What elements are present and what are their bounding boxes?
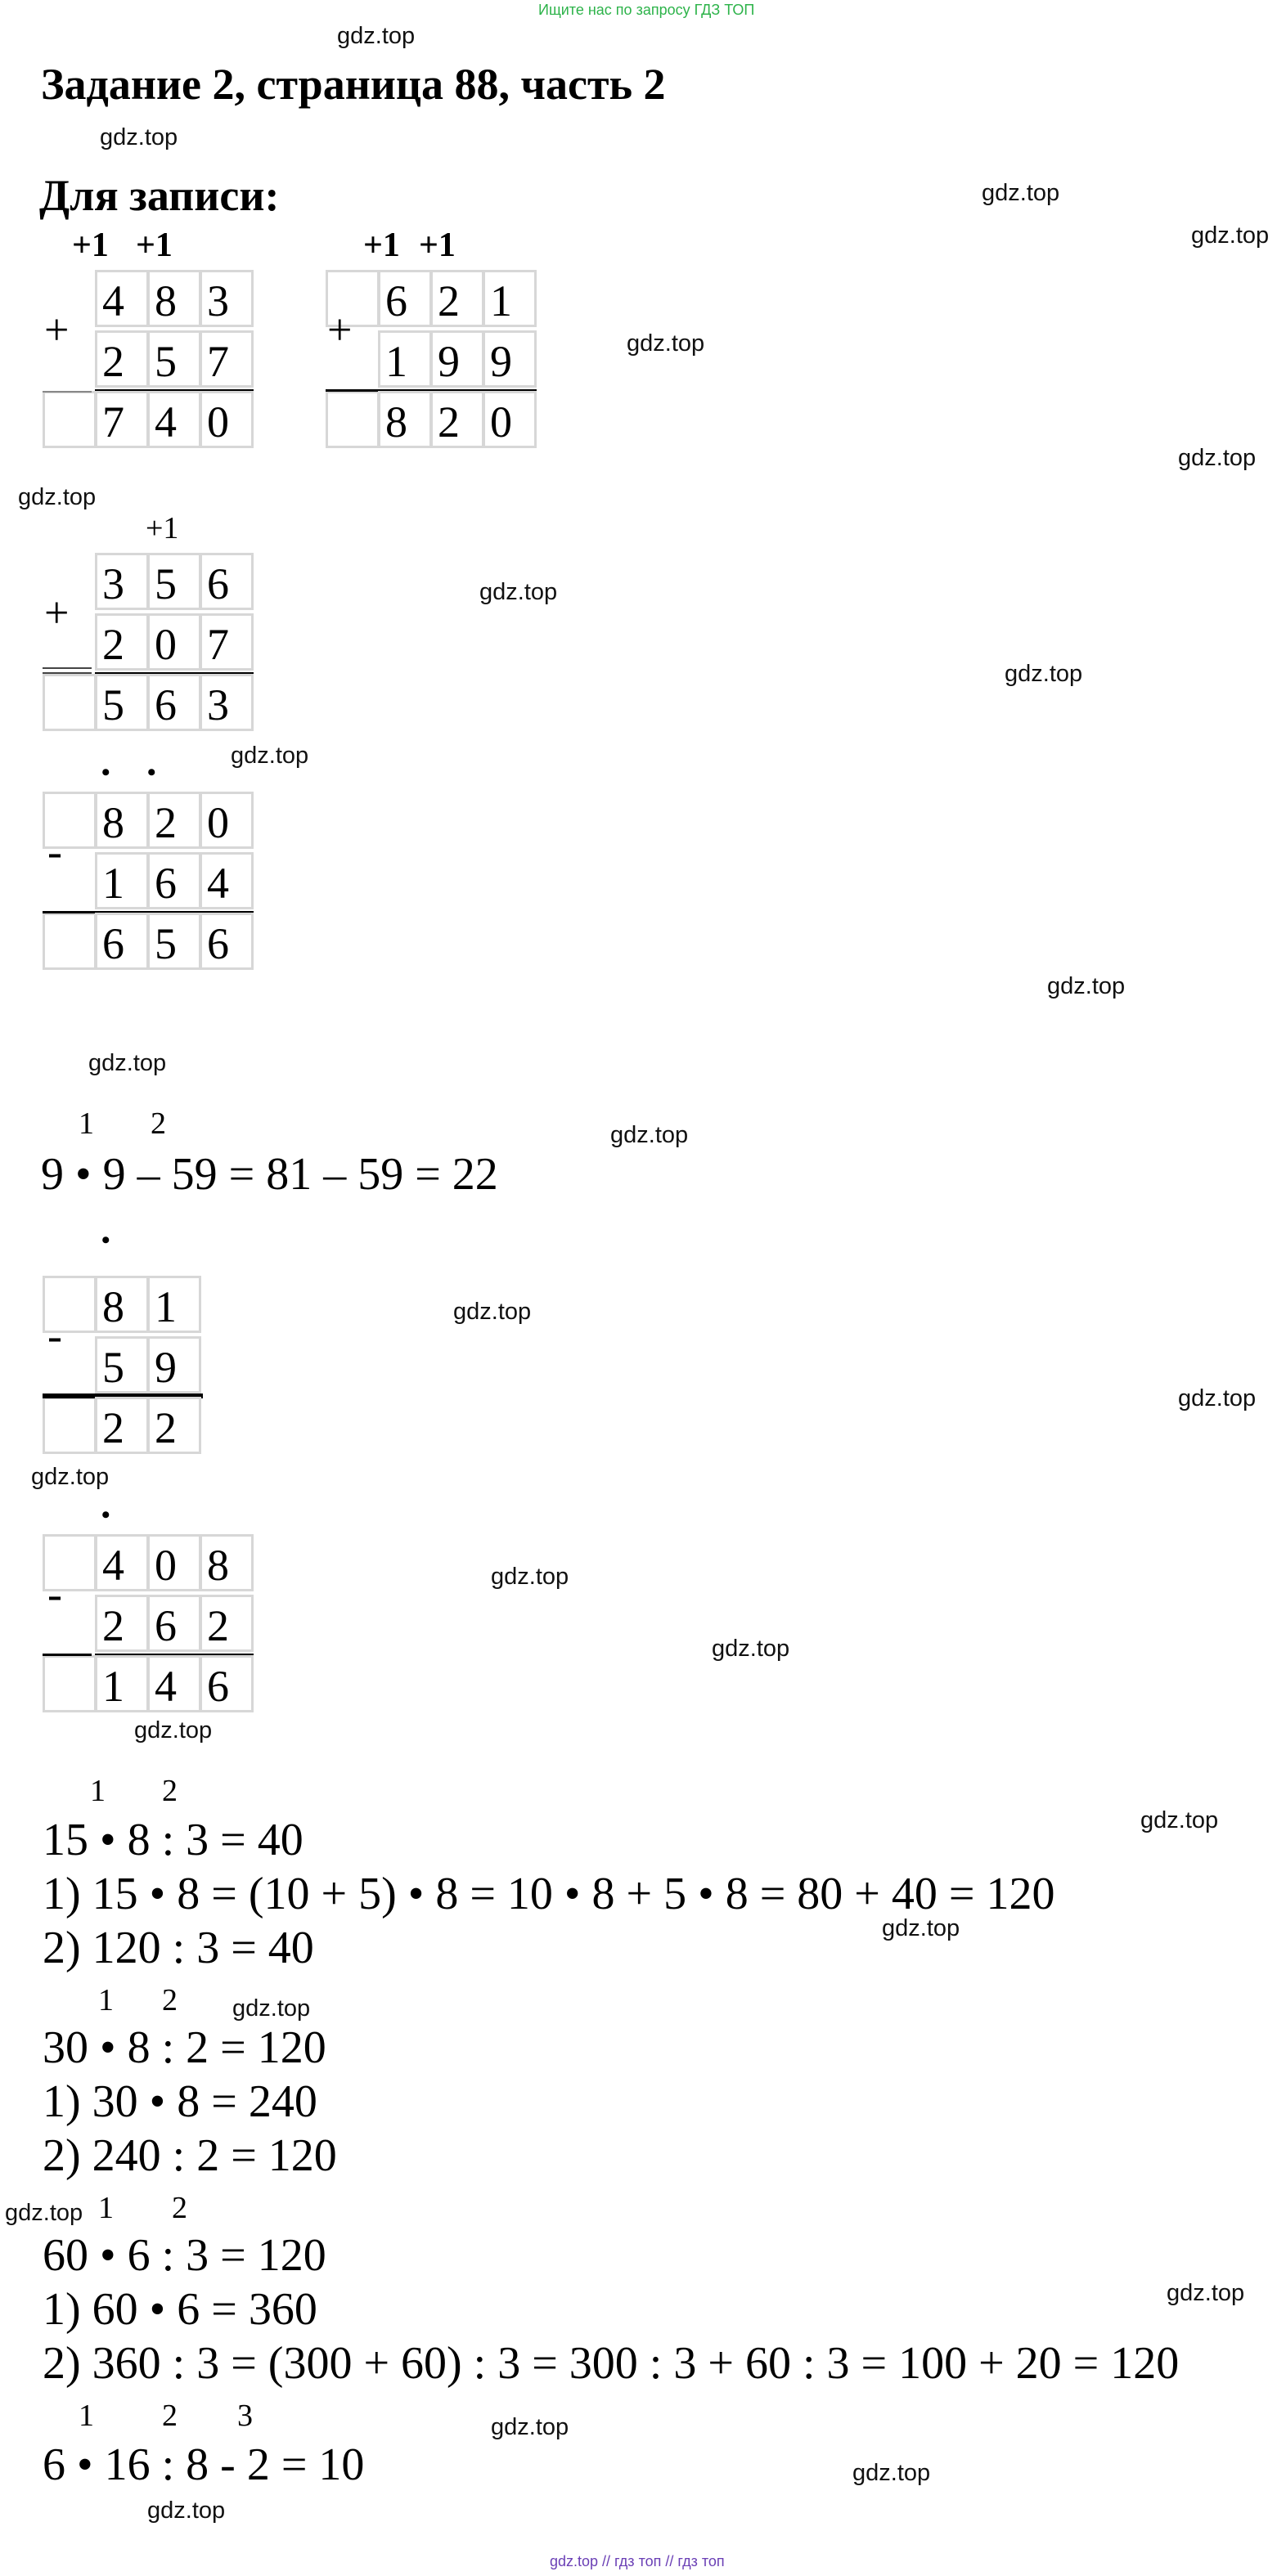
expression-line: 2) 120 : 3 = 40 bbox=[43, 1923, 314, 1973]
digit: 0 bbox=[200, 391, 254, 448]
watermark: gdz.top bbox=[337, 23, 416, 49]
watermark: gdz.top bbox=[1178, 1385, 1257, 1411]
minus-sign: - bbox=[47, 1569, 62, 1618]
digit: 6 bbox=[147, 1595, 201, 1652]
digit: 1 bbox=[378, 330, 432, 388]
digit: 0 bbox=[147, 613, 201, 671]
carry-mark: +1 bbox=[363, 227, 400, 264]
bottom-banner[interactable]: gdz.top // гдз топ // гдз топ bbox=[550, 2553, 725, 2569]
digit: 8 bbox=[200, 1534, 254, 1591]
digit: 6 bbox=[378, 270, 432, 327]
watermark: gdz.top bbox=[147, 2497, 226, 2524]
digit: 2 bbox=[200, 1595, 254, 1652]
order-number: 1 bbox=[79, 2399, 94, 2433]
digit: 8 bbox=[147, 270, 201, 327]
digit: 6 bbox=[147, 674, 201, 731]
watermark: gdz.top bbox=[627, 330, 705, 357]
digit: 5 bbox=[147, 553, 201, 610]
page-title: Задание 2, страница 88, часть 2 bbox=[41, 60, 666, 109]
borrow-dot: • bbox=[101, 1501, 110, 1528]
digit: 2 bbox=[95, 330, 149, 388]
digit: 5 bbox=[147, 330, 201, 388]
digit: 9 bbox=[483, 330, 537, 388]
order-number: 2 bbox=[162, 1983, 178, 2017]
digit: 0 bbox=[147, 1534, 201, 1591]
digit: 3 bbox=[95, 553, 149, 610]
order-number: 3 bbox=[237, 2399, 253, 2433]
watermark: gdz.top bbox=[100, 124, 178, 150]
watermark: gdz.top bbox=[982, 180, 1060, 206]
top-banner[interactable]: Ищите нас по запросу ГДЗ ТОП bbox=[538, 2, 755, 18]
watermark: gdz.top bbox=[491, 1564, 569, 1590]
order-number: 2 bbox=[172, 2191, 187, 2225]
digit: 2 bbox=[430, 391, 484, 448]
carry-mark: +1 bbox=[72, 227, 109, 264]
watermark: gdz.top bbox=[88, 1050, 167, 1076]
plus-sign: + bbox=[44, 588, 70, 637]
expression-line: 9 • 9 – 59 = 81 – 59 = 22 bbox=[41, 1149, 498, 1200]
digit: 1 bbox=[483, 270, 537, 327]
digit: 6 bbox=[95, 913, 149, 970]
watermark: gdz.top bbox=[1167, 2280, 1245, 2306]
minus-sign: - bbox=[47, 1311, 62, 1360]
expression-line: 2) 360 : 3 = (300 + 60) : 3 = 300 : 3 + 60 : 3 = 100 + 20 = 120 bbox=[43, 2338, 1180, 2389]
plus-sign: + bbox=[44, 305, 70, 354]
carry-mark: +1 bbox=[136, 227, 173, 264]
carry-mark: +1 bbox=[419, 227, 456, 264]
carry-mark: +1 bbox=[146, 511, 179, 545]
expression-line: 30 • 8 : 2 = 120 bbox=[43, 2022, 326, 2073]
watermark: gdz.top bbox=[1005, 661, 1083, 687]
watermark: gdz.top bbox=[453, 1299, 532, 1325]
watermark: gdz.top bbox=[231, 743, 309, 769]
watermark: gdz.top bbox=[712, 1636, 790, 1662]
expression-line: 15 • 8 : 3 = 40 bbox=[43, 1815, 304, 1865]
digit: 1 bbox=[95, 852, 149, 909]
order-number: 1 bbox=[90, 1774, 106, 1808]
watermark: gdz.top bbox=[1178, 445, 1257, 471]
minus-sign: - bbox=[47, 827, 62, 876]
digit: 6 bbox=[200, 913, 254, 970]
digit: 4 bbox=[95, 270, 149, 327]
order-number: 2 bbox=[162, 2399, 178, 2433]
watermark: gdz.top bbox=[232, 1995, 311, 2022]
plus-sign: + bbox=[327, 305, 353, 354]
expression-line: 6 • 16 : 8 - 2 = 10 bbox=[43, 2439, 365, 2490]
digit: 8 bbox=[95, 1276, 149, 1333]
digit: 4 bbox=[147, 1655, 201, 1712]
digit: 9 bbox=[147, 1336, 201, 1393]
watermark: gdz.top bbox=[134, 1717, 213, 1744]
digit: 2 bbox=[147, 792, 201, 849]
digit: 5 bbox=[95, 674, 149, 731]
expression-line: 1) 30 • 8 = 240 bbox=[43, 2076, 317, 2127]
digit: 8 bbox=[95, 792, 149, 849]
digit: 2 bbox=[430, 270, 484, 327]
digit: 6 bbox=[147, 852, 201, 909]
borrow-dot: • bbox=[101, 1227, 110, 1254]
order-number: 1 bbox=[79, 1106, 94, 1141]
digit: 0 bbox=[200, 792, 254, 849]
digit: 5 bbox=[147, 913, 201, 970]
watermark: gdz.top bbox=[1191, 222, 1270, 249]
order-number: 2 bbox=[162, 1774, 178, 1808]
expression-line: 60 • 6 : 3 = 120 bbox=[43, 2230, 326, 2281]
digit: 7 bbox=[200, 330, 254, 388]
watermark: gdz.top bbox=[5, 2200, 83, 2226]
watermark: gdz.top bbox=[1140, 1807, 1219, 1833]
digit: 3 bbox=[200, 270, 254, 327]
digit: 6 bbox=[200, 553, 254, 610]
digit: 3 bbox=[200, 674, 254, 731]
digit: 4 bbox=[95, 1534, 149, 1591]
digit: 8 bbox=[378, 391, 432, 448]
digit: 4 bbox=[147, 391, 201, 448]
digit: 4 bbox=[200, 852, 254, 909]
digit: 9 bbox=[430, 330, 484, 388]
digit: 2 bbox=[95, 1595, 149, 1652]
digit: 7 bbox=[200, 613, 254, 671]
expression-line: 1) 15 • 8 = (10 + 5) • 8 = 10 • 8 + 5 • 8 = 80 + 40 = 120 bbox=[43, 1869, 1055, 1919]
digit: 6 bbox=[200, 1655, 254, 1712]
borrow-dot: • bbox=[101, 759, 110, 786]
digit: 1 bbox=[95, 1655, 149, 1712]
digit: 1 bbox=[147, 1276, 201, 1333]
watermark: gdz.top bbox=[479, 579, 558, 605]
section-subtitle: Для записи: bbox=[39, 171, 280, 220]
order-number: 1 bbox=[98, 1983, 114, 2017]
watermark: gdz.top bbox=[610, 1122, 689, 1148]
digit: 7 bbox=[95, 391, 149, 448]
expression-line: 2) 240 : 2 = 120 bbox=[43, 2130, 337, 2181]
digit: 2 bbox=[95, 613, 149, 671]
watermark: gdz.top bbox=[491, 2414, 569, 2440]
order-number: 1 bbox=[98, 2191, 114, 2225]
borrow-dot: • bbox=[147, 759, 156, 786]
watermark: gdz.top bbox=[852, 2460, 931, 2486]
expression-line: 1) 60 • 6 = 360 bbox=[43, 2284, 317, 2335]
digit: 2 bbox=[147, 1397, 201, 1454]
digit: 2 bbox=[95, 1397, 149, 1454]
watermark: gdz.top bbox=[882, 1915, 960, 1941]
watermark: gdz.top bbox=[31, 1464, 110, 1490]
digit: 0 bbox=[483, 391, 537, 448]
digit: 5 bbox=[95, 1336, 149, 1393]
watermark: gdz.top bbox=[18, 484, 97, 510]
order-number: 2 bbox=[151, 1106, 166, 1141]
watermark: gdz.top bbox=[1047, 973, 1126, 999]
